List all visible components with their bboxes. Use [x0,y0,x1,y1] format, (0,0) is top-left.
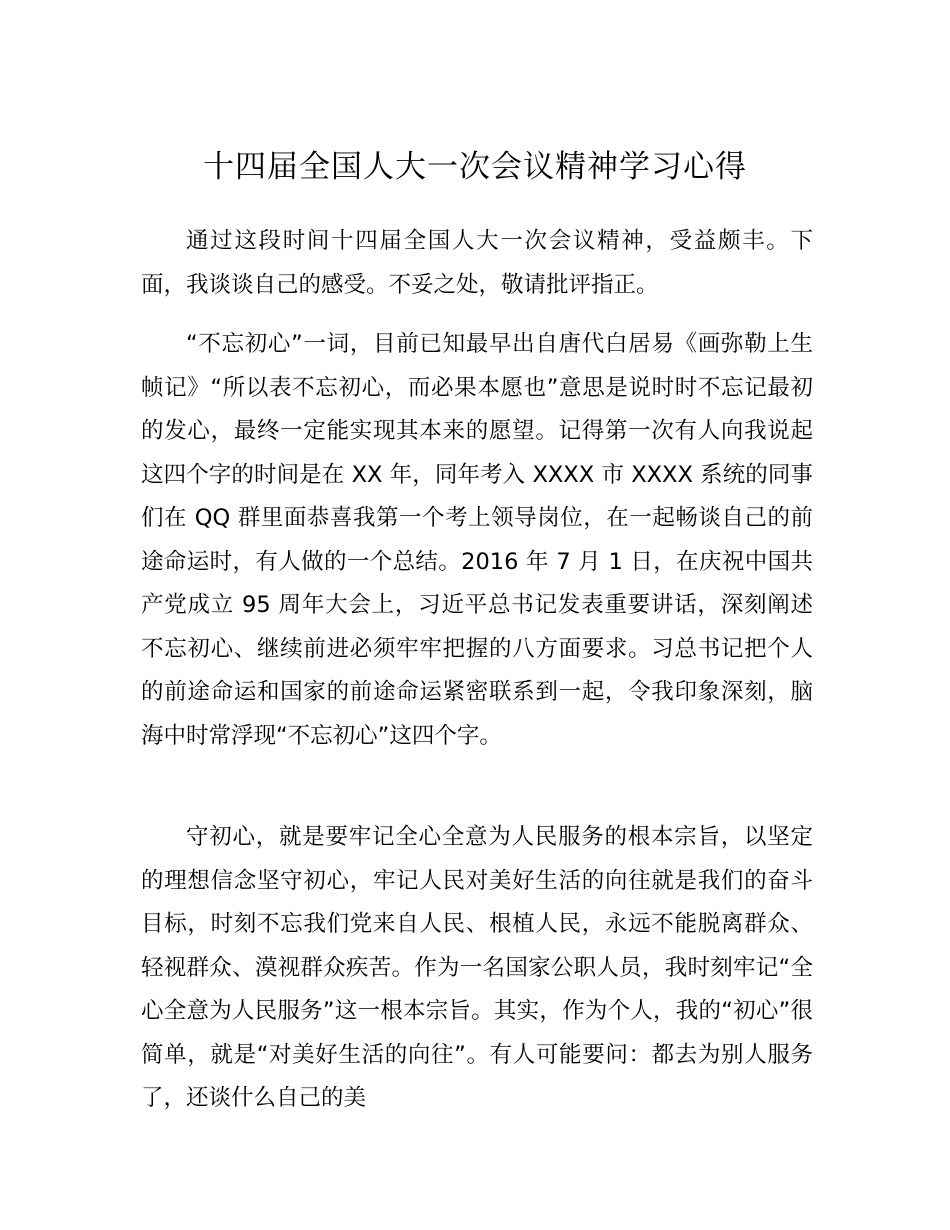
paragraph-keep-mission: 守初心，就是要牢记全心全意为人民服务的根本宗旨，以坚定的理想信念坚守初心，牢记人民对美好生活的向往就是我们的奋斗目标，时刻不忘我们党来自人民、根植人民，永远不能脱离群众、轻视群众、漠视群众疾苦。作为一名国家公职人员，我时刻牢记“全心全意为人民服务”这一根本宗旨。其实，作为个人，我的“初心”很简单，就是“对美好生活的向往”。有人可能要问：都去为别人服务了，还谈什么自己的美 [141,824,813,1111]
paragraph-origin: “不忘初心”一词，目前已知最早出自唐代白居易《画弥勒上生帧记》“所以表不忘初心，而必果本愿也”意思是说时时不忘记最初的发心，最终一定能实现其本来的愿望。记得第一次有人向我说起这四个字的时间是在 XX 年，同年考入 XXXX 市 XXXX 系统的同事们在 QQ 群里面恭喜我第一个考上领导岗位，在一起畅谈自己的前途命运时，有人做的一个总结。2016 年 7 月 1 日，在庆祝中国共产党成立 95 周年大会上，习近平总书记发表重要讲话，深刻阐述不忘初心、继续前进必须牢牢把握的八方面要求。习总书记把个人的前途命运和国家的前途命运紧密联系到一起，令我印象深刻，脑海中时常浮现“不忘初心”这四个字。 [141,331,813,749]
paragraph-intro: 通过这段时间十四届全国人大一次会议精神，受益颇丰。下面，我谈谈自己的感受。不妥之处，敬请批评指正。 [141,228,813,298]
document-title: 十四届全国人大一次会议精神学习心得 [203,149,747,185]
